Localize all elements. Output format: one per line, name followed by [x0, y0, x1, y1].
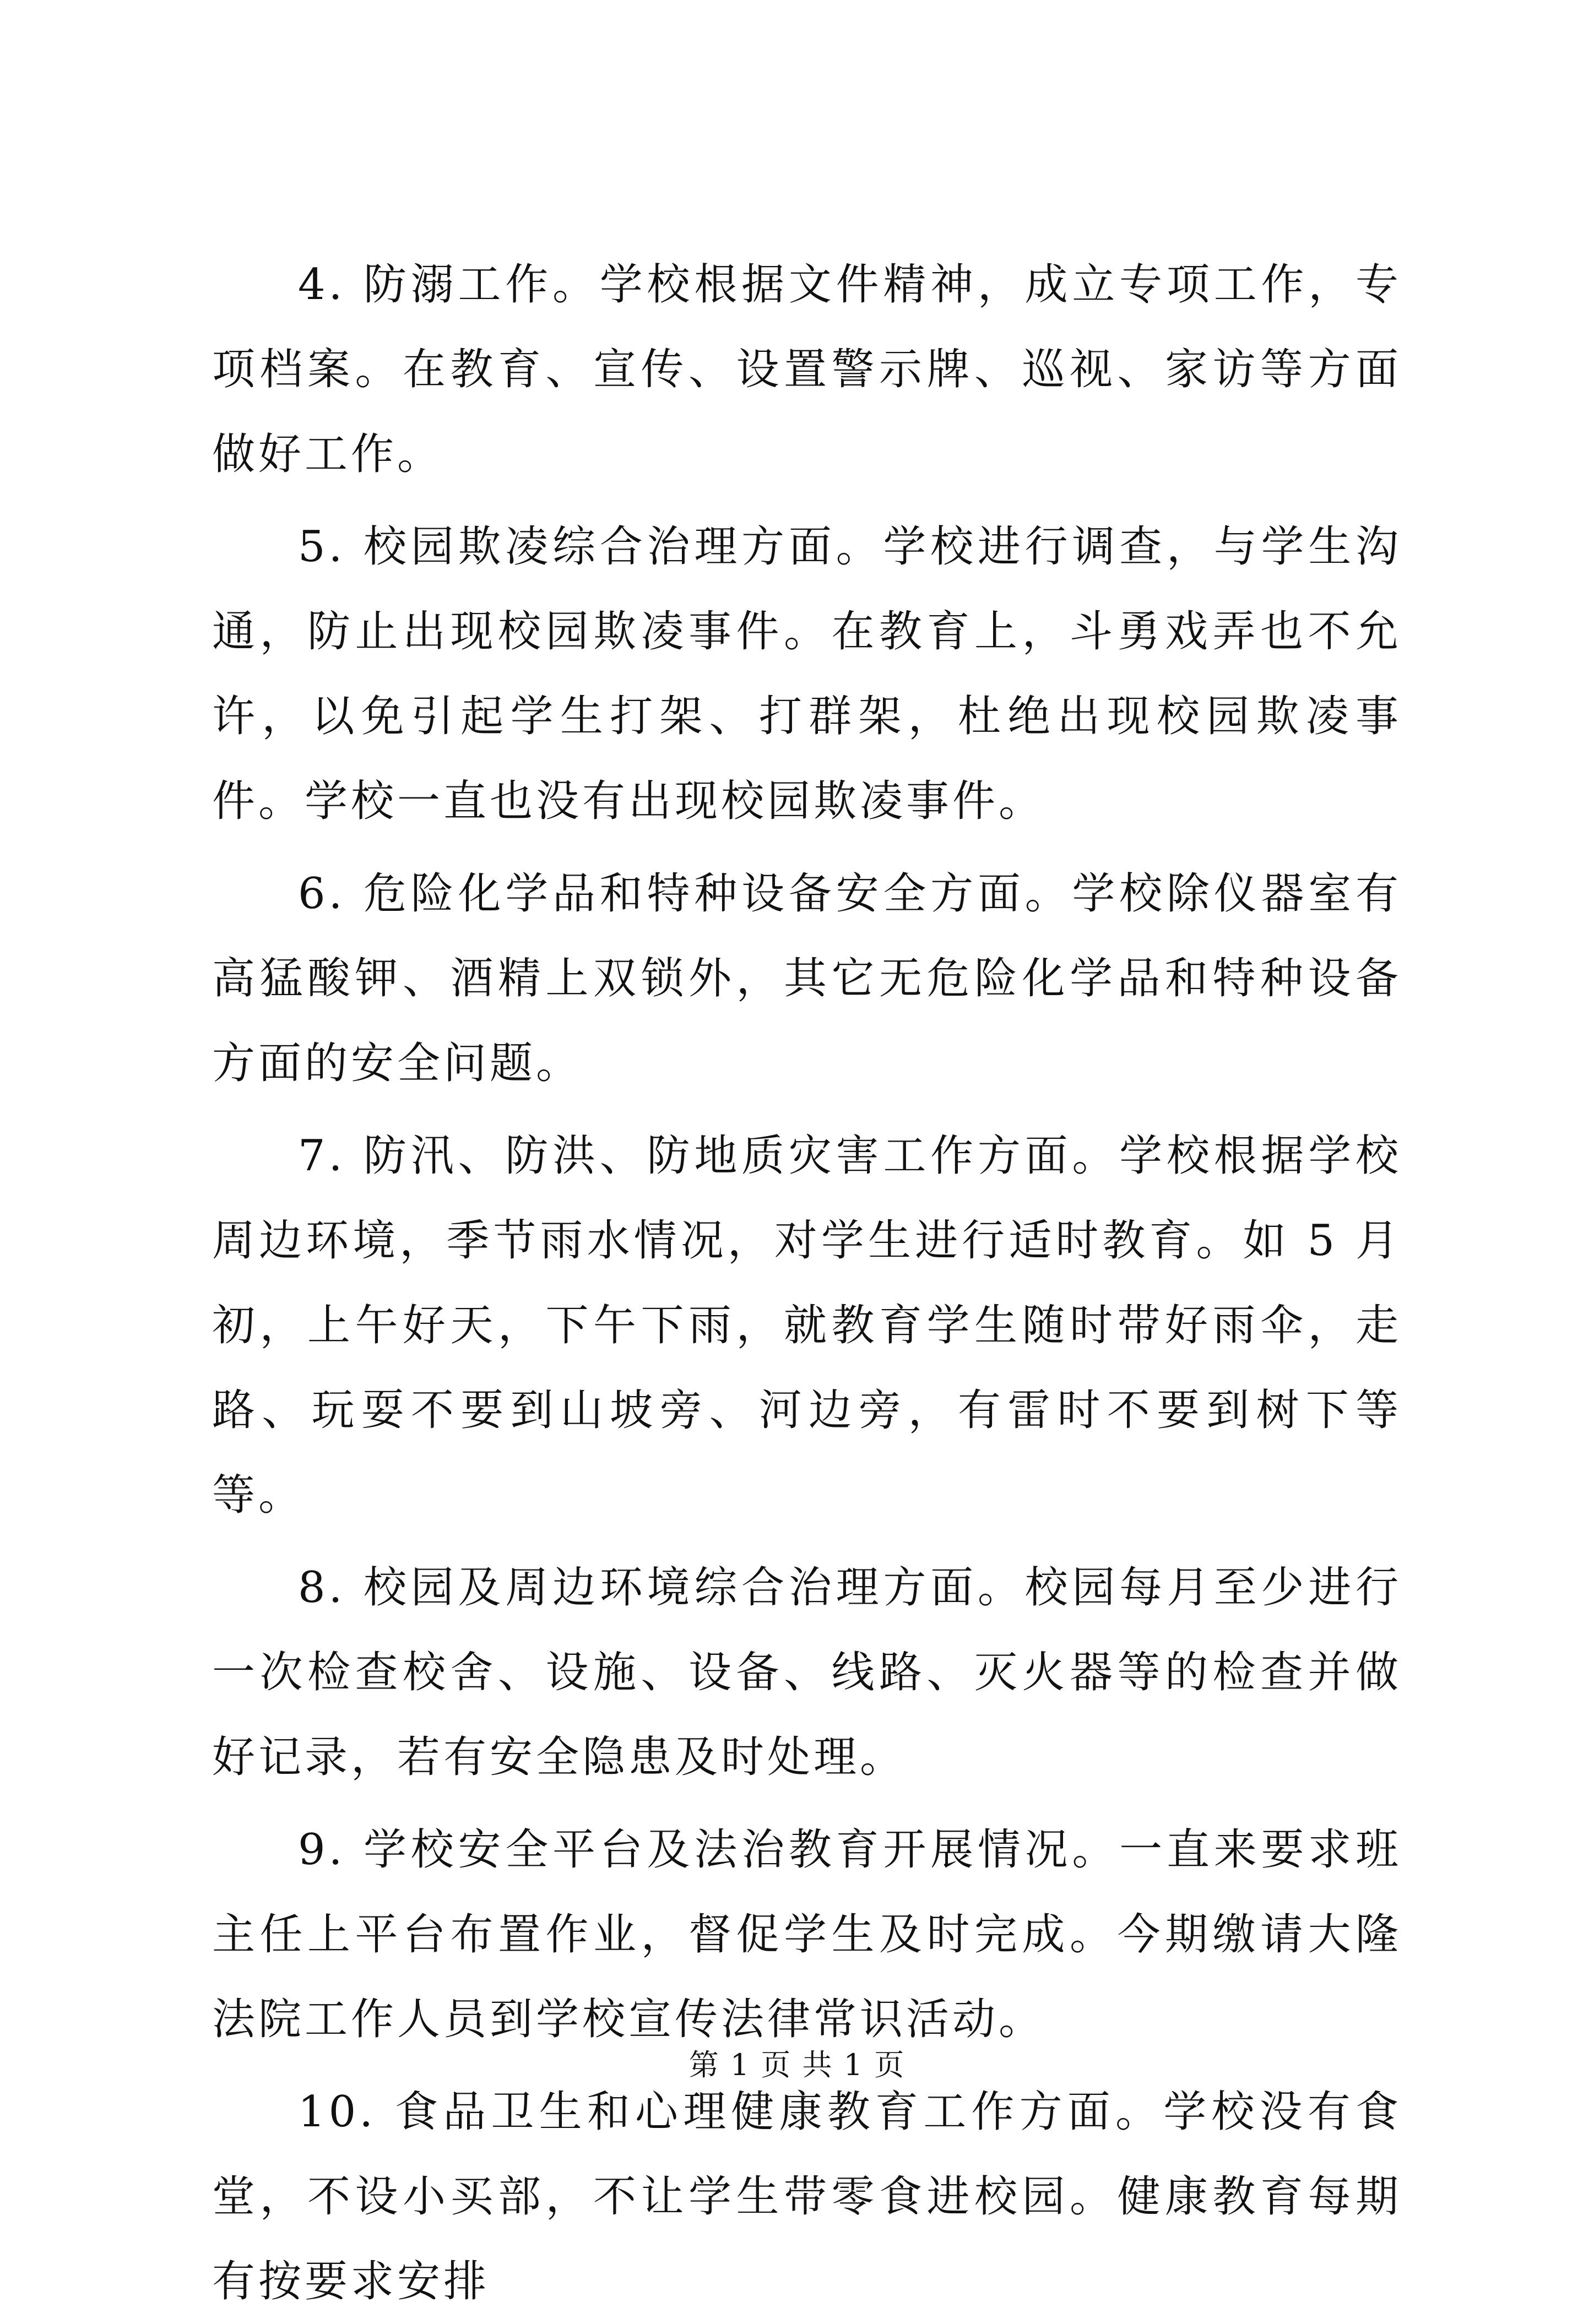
document-body: [212, 242, 1402, 2324]
paragraph-4-drowning-prevention: 4. 防溺工作。学校根据文件精神，成立专项工作，专项档案。在教育、宣传、设置警示牌、巡视、家访等方面做好工作。: [212, 260, 1402, 479]
paragraph-8-campus-environment: 8. 校园及周边环境综合治理方面。校园每月至少进行一次检查校舍、设施、设备、线路、灭火器等的检查并做好记录，若有安全隐患及时处理。: [212, 1563, 1402, 1782]
paragraph-5-campus-bullying: 5. 校园欺凌综合治理方面。学校进行调查，与学生沟通，防止出现校园欺凌事件。在教育上，斗勇戏弄也不允许，以免引起学生打架、打群架，杜绝出现校园欺凌事件。学校一直也没有出现校园欺凌事件。: [212, 522, 1402, 826]
paragraph-6-hazardous-chemicals: 6. 危险化学品和特种设备安全方面。学校除仪器室有高猛酸钾、酒精上双锁外，其它无危险化学品和特种设备方面的安全问题。: [212, 869, 1402, 1088]
page-footer: 第 1 页 共 1 页: [688, 2048, 906, 2082]
paragraph-7-flood-prevention: 7. 防汛、防洪、防地质灾害工作方面。学校根据学校周边环境，季节雨水情况，对学生进行适时教育。如 5 月初，上午好天，下午下雨，就教育学生随时带好雨伞，走路、玩耍不要到山坡旁、河边旁，有雷时不要到树下等等。: [212, 1131, 1402, 1520]
paragraph-10-food-health: 10. 食品卫生和心理健康教育工作方面。学校没有食堂，不设小买部，不让学生带零食进校园。健康教育每期有按要求安排: [212, 2087, 1402, 2306]
paragraph-9-safety-platform: 9. 学校安全平台及法治教育开展情况。一直来要求班主任上平台布置作业，督促学生及时完成。今期缴请大隆法院工作人员到学校宣传法律常识活动。: [212, 1825, 1402, 2044]
